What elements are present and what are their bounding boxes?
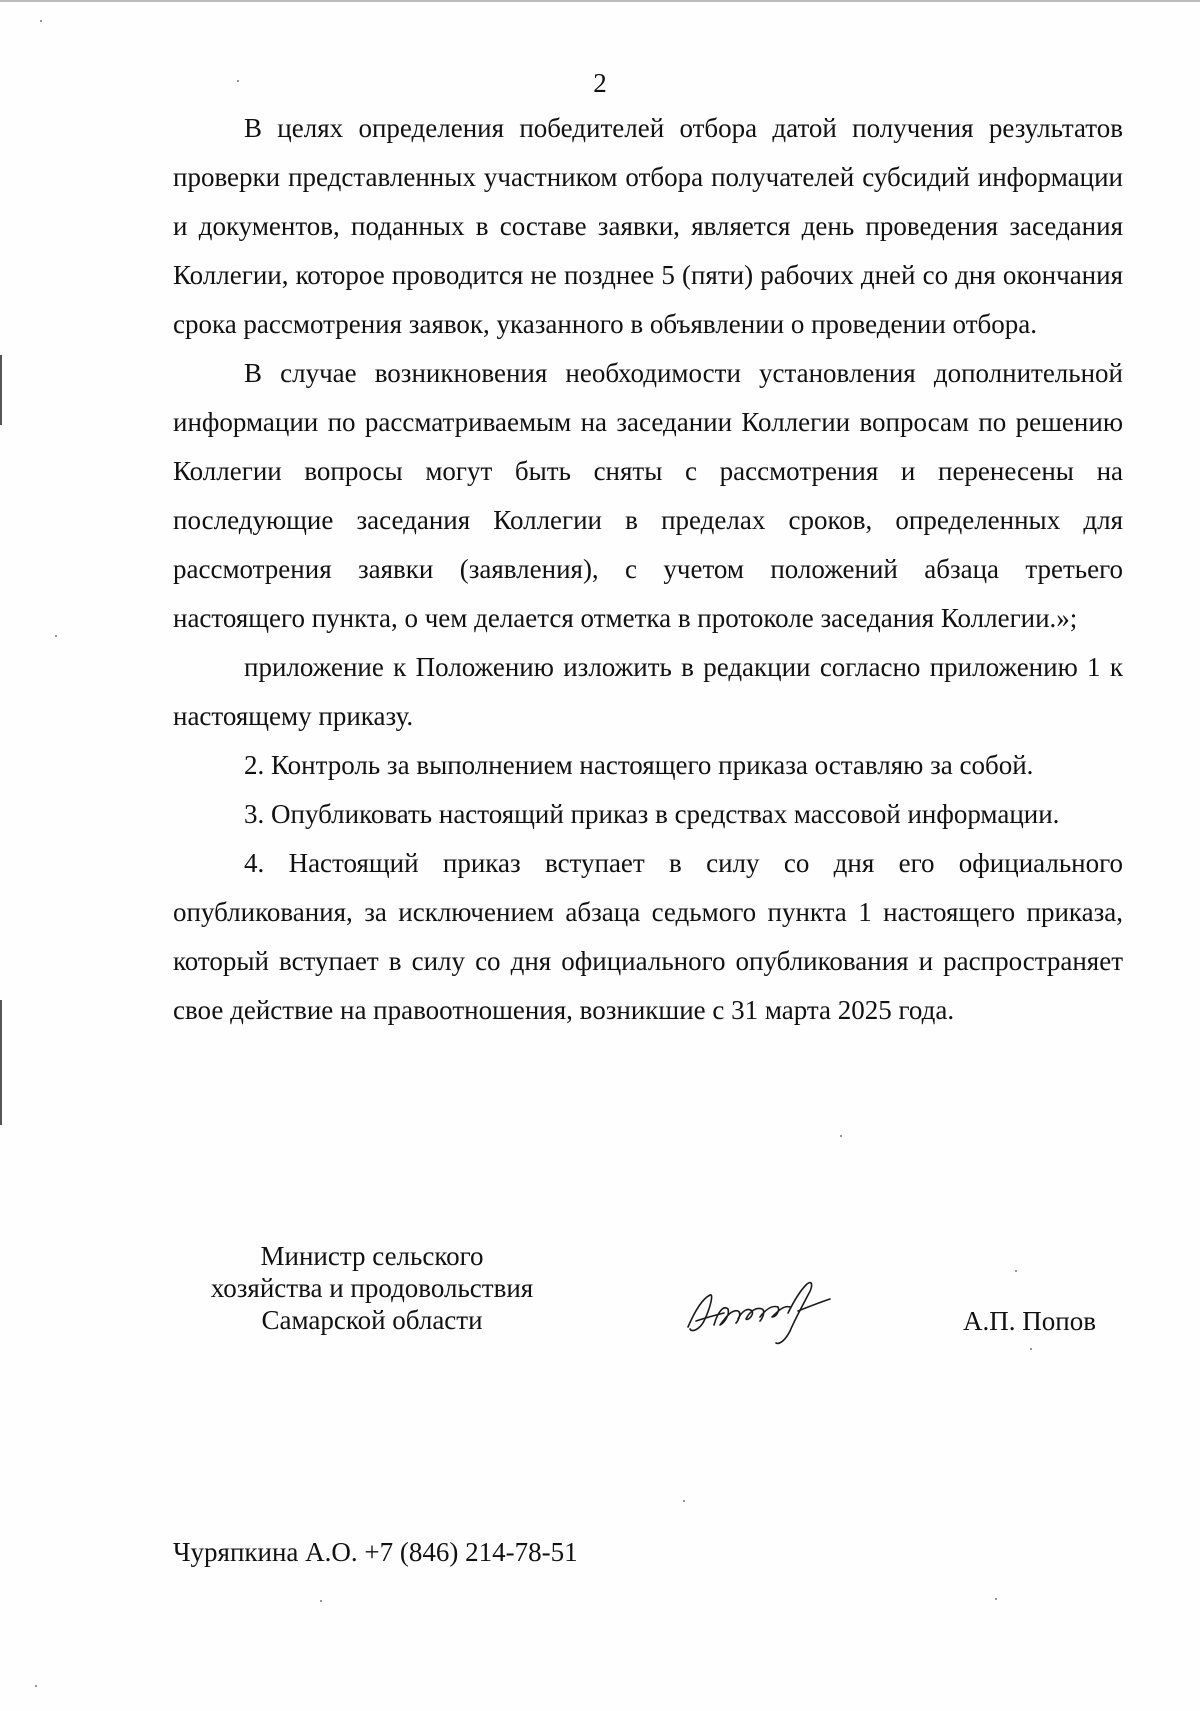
scan-speck [840, 1135, 842, 1137]
handwritten-signature [680, 1265, 860, 1355]
signer-name: А.П. Попов [963, 1306, 1096, 1336]
document-body [173, 104, 1123, 1035]
scan-speck [237, 80, 239, 82]
scan-edge-mark [0, 355, 2, 425]
scan-top-edge [0, 0, 1200, 2]
position-line: Министр сельского [260, 1241, 484, 1271]
position-line: Самарской области [261, 1305, 483, 1335]
position-line: хозяйства и продовольствия [210, 1273, 534, 1303]
paragraph: 2. Контроль за выполнением настоящего приказа оставляю за собой. [244, 750, 1034, 780]
scan-speck [683, 1500, 685, 1502]
paragraph: 4. Настоящий приказ вступает в силу со дня его официального опубликования, за исключением абзаца седьмого пункта 1 настоящего приказа, который вступает в силу со дня официального опубликования и распространяет свое действие на правоотношения, возникшие с 31 марта 2025 года. [173, 848, 1123, 1025]
paragraph: В целях определения победителей отбора датой получения результатов проверки представленных участником отбора получателей субсидий информации и документов, поданных в составе заявки, является день проведения заседания Коллегии, которое проводится не позднее 5 (пяти) рабочих дней со дня окончания срока рассмотрения заявок, указанного в объявлении о проведении отбора. [173, 113, 1123, 339]
scan-speck [1015, 1270, 1017, 1272]
paragraph: В случае возникновения необходимости установления дополнительной информации по рассматриваемым на заседании Коллегии вопросам по решению Коллегии вопросы могут быть сняты с рассмотрения и перенесены на последующие заседания Коллегии в пределах сроков, определенных для рассмотрения заявки (заявления), с учетом положений абзаца третьего настоящего пункта, о чем делается отметка в протоколе заседания Коллегии.»; [173, 358, 1123, 633]
scan-speck [55, 635, 57, 637]
signatory-position [192, 1240, 552, 1336]
scan-speck [35, 1685, 37, 1687]
paragraph: приложение к Положению изложить в редакции согласно приложению 1 к настоящему приказу. [173, 652, 1123, 731]
paragraph: 3. Опубликовать настоящий приказ в средствах массовой информации. [244, 799, 1060, 829]
page-number: 2 [593, 68, 607, 98]
scan-speck [320, 1600, 322, 1602]
scan-speck [1030, 1348, 1032, 1350]
scan-speck [40, 20, 42, 22]
scan-edge-mark [0, 1000, 2, 1125]
contact-line: Чуряпкина А.О. +7 (846) 214-78-51 [173, 1537, 578, 1567]
scan-speck [995, 1598, 997, 1600]
